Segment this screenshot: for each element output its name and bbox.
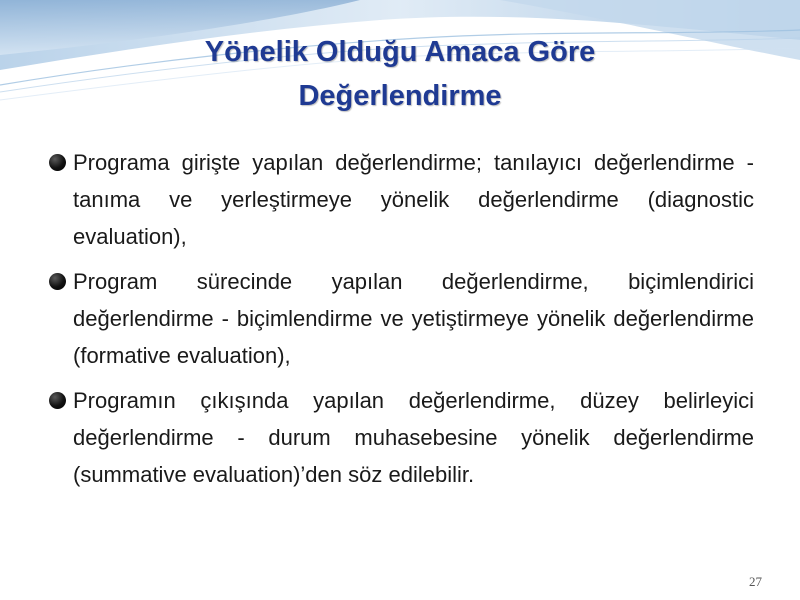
list-item — [46, 144, 754, 255]
page-number: 27 — [749, 574, 762, 589]
list-item — [46, 382, 754, 493]
bullet-text: Programa girişte yapılan değerlendirme; tanılayıcı değerlendirme - tanıma ve yerleştirmeye yönelik değerlendirme (diagnostic evaluation), — [73, 150, 754, 249]
bullet-icon — [49, 273, 66, 290]
slide-title — [60, 30, 740, 118]
bullet-icon — [49, 154, 66, 171]
bullet-icon — [49, 392, 66, 409]
title-line-2: Değerlendirme — [298, 80, 502, 112]
bullet-list — [46, 144, 754, 501]
title-line-1: Yönelik Olduğu Amaca Göre — [204, 36, 596, 68]
bullet-text: Programın çıkışında yapılan değerlendirme, düzey belirleyici değerlendirme - durum muhasebesine yönelik değerlendirme (summative evaluation)’den söz edilebilir. — [73, 388, 754, 487]
bullet-text: Program sürecinde yapılan değerlendirme, biçimlendirici değerlendirme - biçimlendirme ve yetiştirmeye yönelik değerlendirme (formative evaluation), — [73, 269, 754, 368]
list-item — [46, 263, 754, 374]
